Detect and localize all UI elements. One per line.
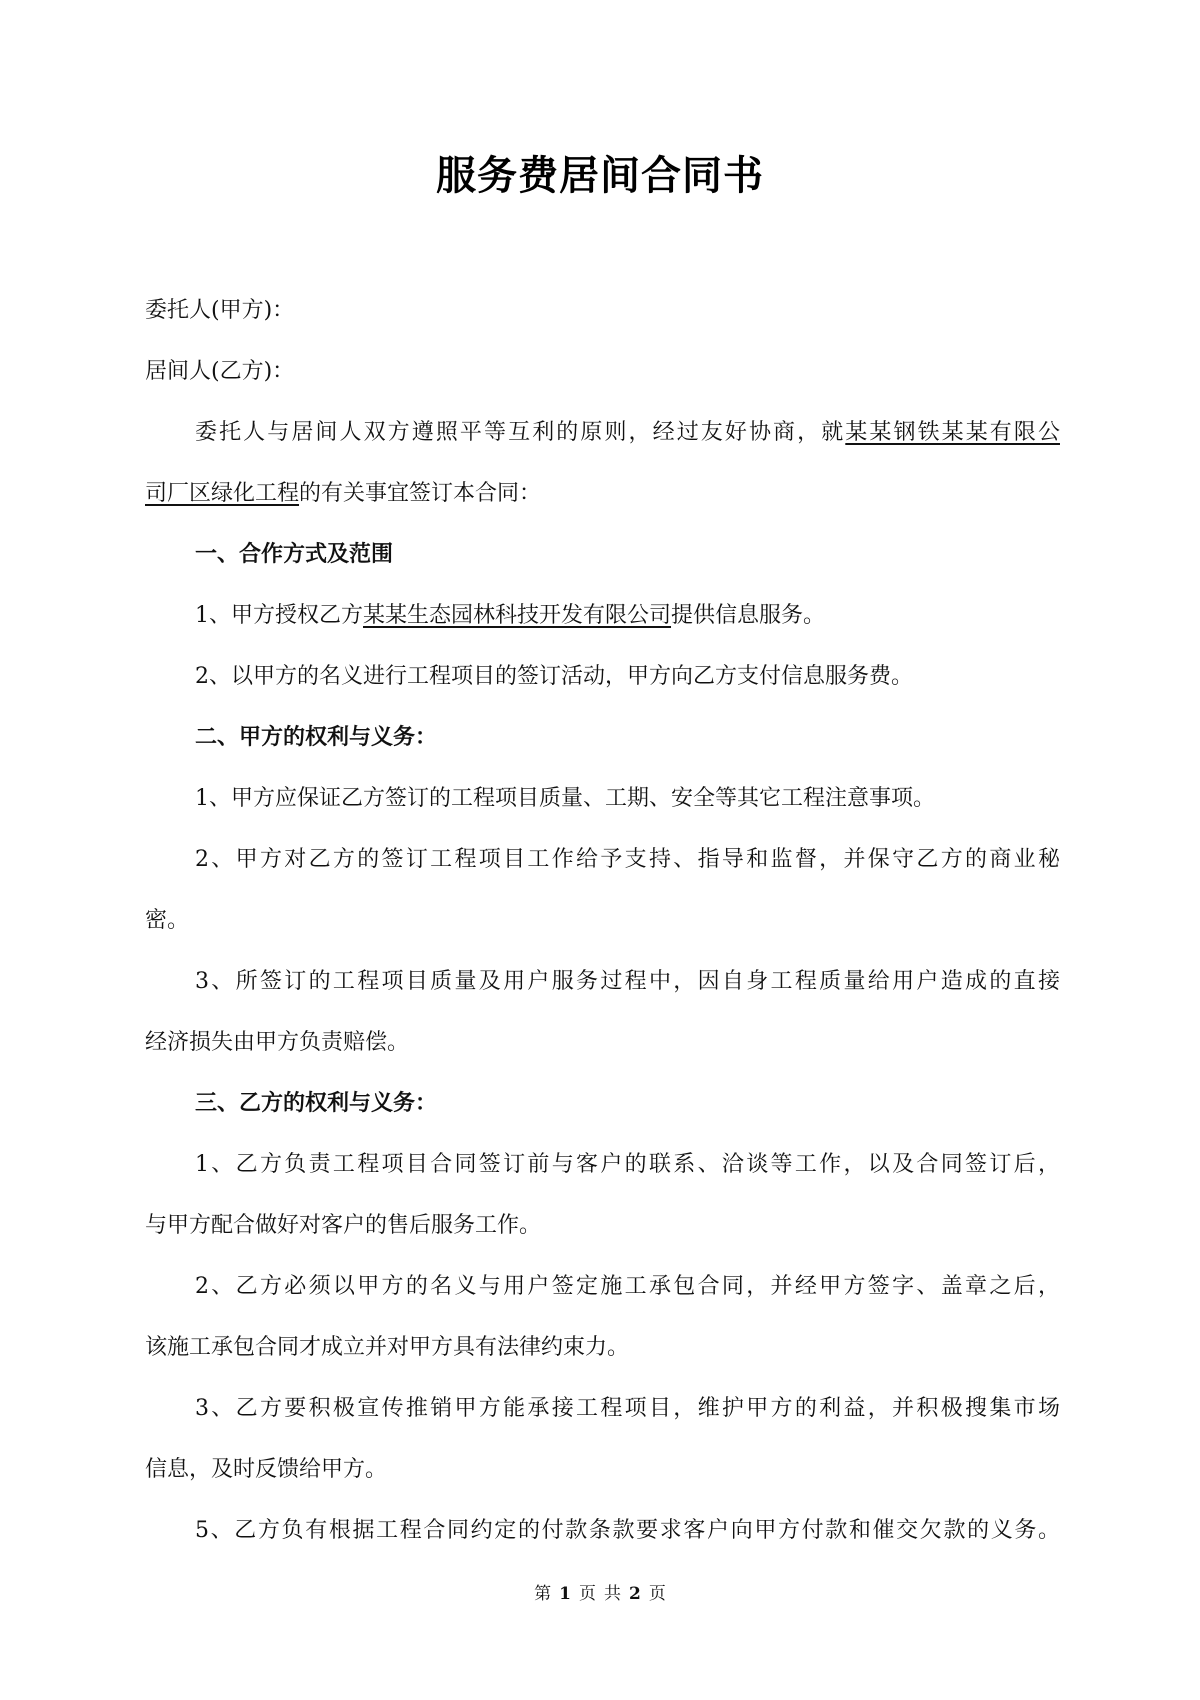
footer-page-word: 页 — [579, 1584, 596, 1604]
intro-line-1 — [145, 402, 1060, 463]
section3-item5: 5、乙方负有根据工程合同约定的付款条款要求客户向甲方付款和催交欠款的义务。 — [195, 1518, 1060, 1543]
section1-item1 — [145, 585, 1060, 646]
section2-item3-line1: 3、所签订的工程项目质量及用户服务过程中，因自身工程质量给用户造成的直接 — [195, 969, 1060, 994]
section3-item1-line2: 与甲方配合做好对客户的售后服务工作。 — [145, 1213, 542, 1238]
project-name-part1: 某某钢铁某某有限公 — [845, 420, 1060, 445]
project-name-part2: 司厂区绿化工程 — [145, 481, 300, 506]
intro-text: 委托人与居间人双方遵照平等互利的原则，经过友好协商，就 — [195, 420, 846, 445]
party-a-line: 委托人(甲方)： — [145, 298, 295, 323]
section2-item1: 1、甲方应保证乙方签订的工程项目质量、工期、安全等其它工程注意事项。 — [195, 786, 935, 811]
section3-item3-line2: 信息，及时反馈给甲方。 — [145, 1457, 388, 1482]
section3-item2-line2: 该施工承包合同才成立并对甲方具有法律约束力。 — [145, 1335, 630, 1360]
section1-item2: 2、以甲方的名义进行工程项目的签订活动，甲方向乙方支付信息服务费。 — [195, 664, 913, 689]
section3-heading: 三、乙方的权利与义务： — [195, 1091, 438, 1116]
section3-item1-line1: 1、乙方负责工程项目合同签订前与客户的联系、洽谈等工作，以及合同签订后， — [195, 1152, 1060, 1177]
document-body — [145, 280, 1060, 1561]
party-b-line: 居间人(乙方)： — [145, 359, 295, 384]
section2-item3-line2: 经济损失由甲方负责赔偿。 — [145, 1030, 410, 1055]
intro-text-end: 的有关事宜签订本合同： — [299, 481, 542, 506]
footer-total-pages: 2 — [629, 1584, 641, 1604]
footer-total-word: 共 — [604, 1584, 621, 1604]
document-title: 服务费居间合同书 — [436, 153, 764, 199]
section2-heading: 二、甲方的权利与义务： — [195, 725, 438, 750]
footer-suffix: 页 — [648, 1584, 666, 1604]
section2-item2-line1: 2、甲方对乙方的签订工程项目工作给予支持、指导和监督，并保守乙方的商业秘 — [195, 847, 1060, 872]
section3-item2-line1: 2、乙方必须以甲方的名义与用户签定施工承包合同，并经甲方签字、盖章之后， — [195, 1274, 1060, 1299]
intro-line-2 — [145, 463, 1060, 524]
party-b-company-name: 某某生态园林科技开发有限公司 — [363, 603, 672, 628]
section1-item1-pre: 1、甲方授权乙方 — [195, 603, 363, 628]
section1-item1-post: 提供信息服务。 — [671, 603, 826, 628]
section3-item3-line1: 3、乙方要积极宣传推销甲方能承接工程项目，维护甲方的利益，并积极搜集市场 — [195, 1396, 1060, 1421]
section1-heading: 一、合作方式及范围 — [195, 542, 394, 567]
footer-prefix: 第 — [534, 1584, 552, 1604]
section2-item2-line2: 密。 — [145, 908, 190, 933]
page-footer — [0, 1582, 1200, 1606]
footer-current-page: 1 — [559, 1584, 571, 1604]
